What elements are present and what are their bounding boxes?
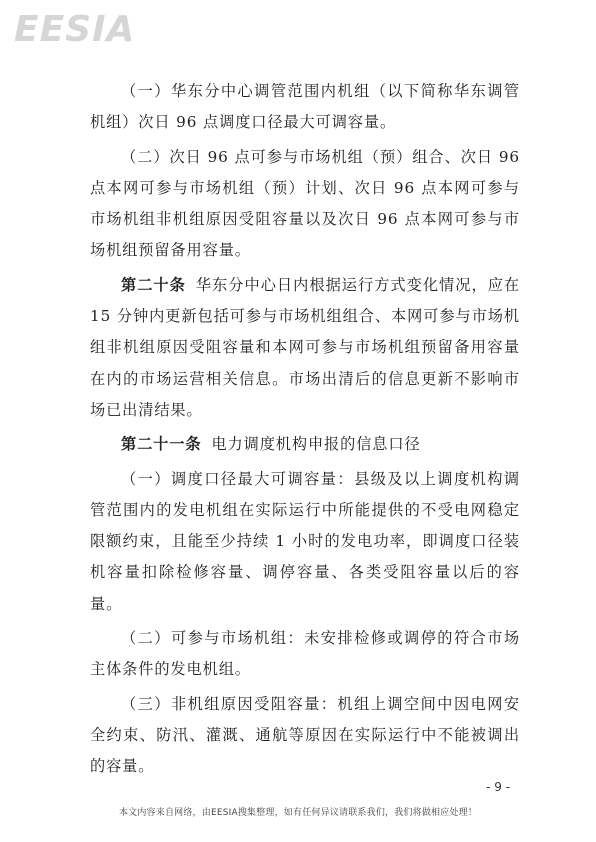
footer-disclaimer: 本文内容来自网络，由EESIA搜集整理，如有任何异议请联系我们，我们将做相应处理！ bbox=[118, 808, 478, 818]
paragraph-text: 华东分中心日内根据运行方式变化情况，应在 15 分钟内更新包括可参与市场机组组合、本网可参与市场机组非机组原因受阻容量和本网可参与市场机组预留备用容量在内的市场运营相关信息。市场出清后的信息更新不影响市场已出清结果。 bbox=[90, 275, 520, 419]
paragraph-text: （一）华东分中心调管范围内机组（以下简称华东调管机组）次日 96 点调度口径最大可调容量。 bbox=[90, 82, 520, 132]
paragraph-text: （二）次日 96 点可参与市场机组（预）组合、次日 96 点本网可参与市场机组（预）计划、次日 96 点本网可参与市场机组非机组原因受阻容量以及次日 96 点本网可参与市场机组预留备用容量。 bbox=[90, 147, 520, 260]
paragraph-7 bbox=[90, 689, 520, 783]
article-heading: 第二十条 bbox=[121, 275, 186, 294]
article-heading: 第二十一条 bbox=[121, 435, 202, 454]
document-body bbox=[90, 76, 520, 786]
article-21 bbox=[90, 429, 520, 460]
page-number: - 9 - bbox=[486, 780, 510, 794]
paragraph-1 bbox=[90, 76, 520, 139]
paragraph-text: 电力调度机构申报的信息口径 bbox=[211, 435, 421, 454]
eesia-logo-watermark: EESIA bbox=[14, 9, 136, 50]
paragraph-text: （三）非机组原因受阻容量：机组上调空间中因电网安全约束、防汛、灌溉、通航等原因在实际运行中不能被调出的容量。 bbox=[90, 694, 520, 776]
paragraph-text: （一）调度口径最大可调容量：县级及以上调度机构调管范围内的发电机组在实际运行中所能提供的不受电网稳定限额约束，且能至少持续 1 小时的发电功率，即调度口径装机容量扣除检修容量、调停容量、各类受阻容量以后的容量。 bbox=[90, 469, 520, 613]
article-20 bbox=[90, 270, 520, 426]
paragraph-2 bbox=[90, 142, 520, 267]
paragraph-5 bbox=[90, 464, 520, 620]
paragraph-text: （二）可参与市场机组：未安排检修或调停的符合市场主体条件的发电机组。 bbox=[90, 629, 520, 679]
paragraph-6 bbox=[90, 623, 520, 686]
